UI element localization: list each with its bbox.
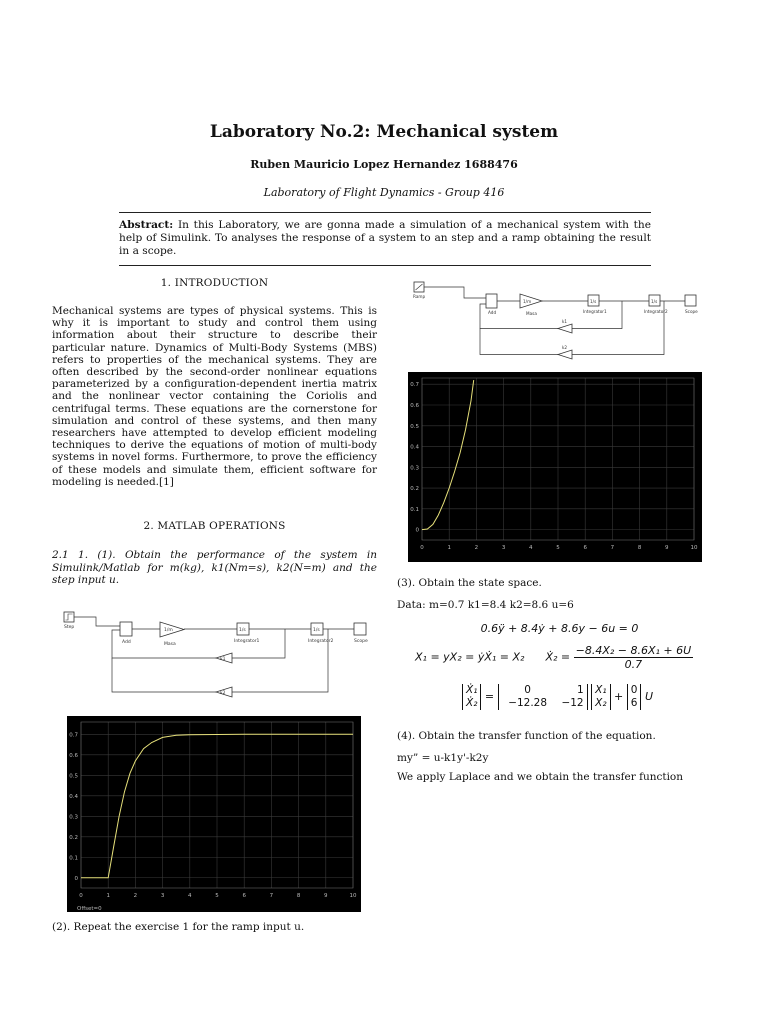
x2dot-fraction <box>574 644 694 671</box>
mass-gain-symbol-ramp: 1/m <box>523 299 532 304</box>
ramp-label: Ramp <box>413 294 426 299</box>
x-tick-label: 4 <box>188 893 192 899</box>
x-tick-label: 4 <box>529 545 533 551</box>
ramp-response-scope <box>408 372 702 562</box>
y-tick-label: 0.1 <box>69 855 78 862</box>
x-tick-label: 6 <box>583 545 587 551</box>
x2dot-denominator: 0.7 <box>624 658 643 671</box>
x1: X₁ <box>595 684 607 696</box>
a12: 1 <box>576 684 584 696</box>
exercise-3-text: (3). Obtain the state space. <box>397 577 542 589</box>
abstract-bottom-rule <box>119 265 651 266</box>
scope-block-ramp <box>685 295 696 306</box>
scope-label-ramp: Scope <box>685 309 698 314</box>
x-tick-label: 8 <box>296 893 301 899</box>
x-tick-label: 0 <box>79 893 83 899</box>
matrix-plus: + <box>614 690 624 703</box>
y-tick-label: 0.6 <box>410 403 419 409</box>
scope-label: Scope <box>354 639 368 644</box>
abstract-label: Abstract: <box>119 219 174 231</box>
x-tick-label: 10 <box>349 893 357 899</box>
a21: −12.28 <box>508 697 548 709</box>
integrator2-symbol-ramp: 1/s <box>651 299 658 304</box>
add-label: Add <box>122 640 131 645</box>
y-tick-label: 0.7 <box>69 732 78 739</box>
x-tick-label: 7 <box>610 545 615 551</box>
a11: 0 <box>524 684 531 696</box>
affiliation-line: Laboratory of Flight Dynamics - Group 416 <box>263 186 505 199</box>
a-matrix <box>498 684 588 710</box>
y-tick-label: 0.5 <box>69 773 78 780</box>
state-equations <box>415 644 693 671</box>
integrator1-label: Integrator1 <box>234 639 260 644</box>
exercise-4-text: (4). Obtain the transfer function of the equation. <box>397 730 656 742</box>
state-vector <box>591 684 610 710</box>
section-heading-introduction: 1. INTRODUCTION <box>160 277 269 289</box>
abstract-text: In this Laboratory, we are gonna made a simulation of a mechanical system with the help of Simulink. To analyses the response of a system to an step and a ramp obtaining the result in a scope. <box>119 219 651 257</box>
state-definitions: X₁ = yX₂ = ẏẊ₁ = X₂ <box>415 650 525 664</box>
x-tick-label: 3 <box>160 893 165 899</box>
k2-label: k2 <box>220 691 226 696</box>
x2: X₂ <box>595 697 607 709</box>
k2-label-ramp: k2 <box>562 345 568 350</box>
y-tick-label: 0 <box>415 527 419 534</box>
integrator1-symbol: 1/s <box>239 628 246 633</box>
state-derivative-vector <box>462 684 481 710</box>
x-tick-label: 9 <box>324 893 328 899</box>
y-tick-label: 0 <box>74 875 78 882</box>
x-tick-label: 1 <box>106 893 110 899</box>
x-tick-label: 2 <box>133 893 138 899</box>
author-line: Ruben Mauricio Lopez Hernandez 1688476 <box>250 158 518 171</box>
offset-label: Offset=0 <box>77 906 102 912</box>
integrator2-symbol: 1/s <box>313 628 320 633</box>
integrator1-label-ramp: Integrator1 <box>583 309 607 314</box>
b-vector <box>627 684 642 710</box>
x-tick-label: 0 <box>420 545 424 551</box>
x-tick-label: 1 <box>447 545 451 551</box>
exercise-2-text: (2). Repeat the exercise 1 for the ramp input u. <box>52 921 305 933</box>
input-u: U <box>644 690 653 703</box>
y-tick-label: 0.1 <box>410 506 419 513</box>
mass-gain-symbol: 1/m <box>164 628 173 633</box>
ramp-simulink-diagram <box>410 280 710 366</box>
y-tick-label: 0.2 <box>69 834 78 841</box>
y-tick-label: 0.3 <box>69 814 78 821</box>
k1-label-ramp: k1 <box>562 319 568 324</box>
scope-background <box>67 716 361 912</box>
scope-background <box>408 372 702 562</box>
add-label-ramp: Add <box>488 310 497 315</box>
y-tick-label: 0.2 <box>410 486 419 493</box>
k1-label: k1 <box>220 657 226 662</box>
x2dot-numerator: −8.4X₂ − 8.6X₁ + 6U <box>575 644 692 657</box>
integrator2-label-ramp: Integrator2 <box>644 309 668 314</box>
x-tick-label: 8 <box>637 545 642 551</box>
section-heading-matlab: 2. MATLAB OPERATIONS <box>143 520 286 532</box>
b2: 6 <box>630 697 638 709</box>
introduction-paragraph: Mechanical systems are types of physical systems. This is why it is important to study and control them using information about their structure to describe their particular nature. Dynamics of Multi-Body Systems (MBS) refers to properties of the mechanical systems. They are often described by the second-order nonlinear equations parameterized by a configuration-dependent inertia matrix and the nonlinear vector containing the Coriolis and centrifugal terms. These equations are the cornerstone for simulation and control of these systems, and then many researchers have attempted to develop efficient modeling techniques to derive the equations of motion of multi-body systems in novel forms. Furthermore, to prove the efficiency of these models and simulate them, efficient software for modeling is needed.[1] <box>52 305 377 488</box>
y-tick-label: 0.6 <box>69 752 78 759</box>
step-block <box>64 612 74 622</box>
x1dot: Ẋ₁ <box>466 684 478 696</box>
step-label: Step <box>64 625 75 630</box>
abstract-top-rule <box>119 212 651 213</box>
data-line: Data: m=0.7 k1=8.4 k2=8.6 u=6 <box>397 599 574 611</box>
x-tick-label: 9 <box>665 545 669 551</box>
a22: −12 <box>561 697 584 709</box>
x-tick-label: 7 <box>269 893 274 899</box>
y-tick-label: 0.7 <box>410 382 419 389</box>
k1-gain-block-ramp <box>558 324 572 333</box>
laplace-text: We apply Laplace and we obtain the transfer function <box>397 771 684 783</box>
b1: 0 <box>630 684 638 696</box>
mass-label-ramp: Masa <box>526 311 537 316</box>
y-tick-label: 0.3 <box>410 465 419 472</box>
k2-gain-block-ramp <box>558 350 572 359</box>
step-simulink-diagram <box>60 610 380 708</box>
x-tick-label: 6 <box>242 893 246 899</box>
y-tick-label: 0.4 <box>69 793 78 800</box>
integrator2-label: Integrator2 <box>308 639 334 644</box>
x-tick-label: 10 <box>690 545 698 551</box>
x2dot: Ẋ₂ <box>466 697 478 709</box>
x-tick-label: 5 <box>215 893 219 899</box>
x2dot-lhs: Ẋ₂ = <box>545 650 571 664</box>
exercise-1-text: 2.1 1. (1). Obtain the performance of the system in Simulink/Matlab for m(kg), k1(Nm=s), k2(N=m) and the step input u. <box>52 549 377 587</box>
state-space-matrix-equation <box>462 684 653 710</box>
step-response-scope <box>67 716 361 912</box>
x-tick-label: 2 <box>474 545 479 551</box>
integrator1-symbol-ramp: 1/s <box>590 299 597 304</box>
y-tick-label: 0.4 <box>410 444 419 451</box>
paper-title: Laboratory No.2: Mechanical system <box>209 122 559 142</box>
matrix-equals: = <box>484 690 495 703</box>
abstract <box>119 219 651 258</box>
y-tick-label: 0.5 <box>410 423 419 430</box>
mass-label: Masa <box>164 642 176 647</box>
x-tick-label: 5 <box>556 545 560 551</box>
equation-of-motion: my” = u-k1y'-k2y <box>397 752 489 764</box>
scope-block <box>354 623 366 635</box>
add-block <box>120 622 132 636</box>
ode-equation: 0.6ÿ + 8.4ẏ + 8.6y − 6u = 0 <box>480 622 639 635</box>
add-block-ramp <box>486 294 497 308</box>
x-tick-label: 3 <box>501 545 506 551</box>
